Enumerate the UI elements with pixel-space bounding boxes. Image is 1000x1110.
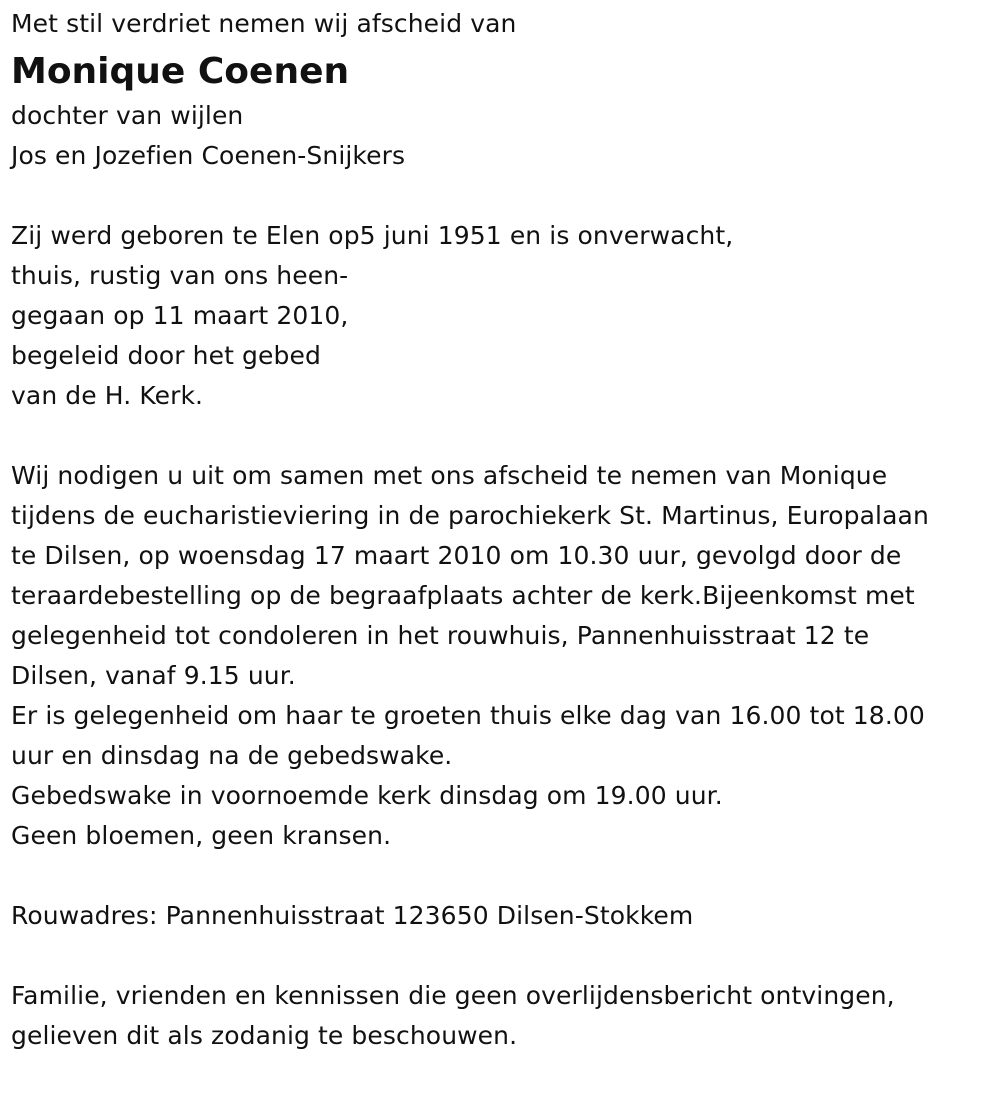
obituary-notice xyxy=(11,4,996,1056)
address-line: Rouwadres: Pannenhuisstraat 123650 Dilsen-Stokkem xyxy=(11,901,694,930)
funeral-line: Geen bloemen, geen kransen. xyxy=(11,821,392,850)
birth-death-line: gegaan op 11 maart 2010, xyxy=(11,301,349,330)
spacer xyxy=(11,936,996,976)
parents-line: Jos en Jozefien Coenen-Snijkers xyxy=(11,141,406,170)
birth-death-line: begeleid door het gebed xyxy=(11,341,321,370)
funeral-line: gelegenheid tot condoleren in het rouwhuis, Pannenhuisstraat 12 te xyxy=(11,621,870,650)
parents-line: dochter van wijlen xyxy=(11,101,244,130)
birth-death-line: van de H. Kerk. xyxy=(11,381,204,410)
closing-line: gelieven dit als zodanig te beschouwen. xyxy=(11,1021,518,1050)
birth-death-line: Zij werd geboren te Elen op5 juni 1951 en is onverwacht, xyxy=(11,221,734,250)
funeral-line: Dilsen, vanaf 9.15 uur. xyxy=(11,661,296,690)
funeral-line: Er is gelegenheid om haar te groeten thuis elke dag van 16.00 tot 18.00 xyxy=(11,701,925,730)
funeral-line: Gebedswake in voornoemde kerk dinsdag om 19.00 uur. xyxy=(11,781,723,810)
spacer xyxy=(11,416,996,456)
deceased-name: Monique Coenen xyxy=(11,51,350,92)
intro-line: Met stil verdriet nemen wij afscheid van xyxy=(11,9,517,38)
spacer xyxy=(11,176,996,216)
birth-death-line: thuis, rustig van ons heen- xyxy=(11,261,349,290)
funeral-line: tijdens de eucharistieviering in de parochiekerk St. Martinus, Europalaan xyxy=(11,501,929,530)
funeral-line: teraardebestelling op de begraafplaats achter de kerk.Bijeenkomst met xyxy=(11,581,915,610)
funeral-line: te Dilsen, op woensdag 17 maart 2010 om 10.30 uur, gevolgd door de xyxy=(11,541,902,570)
closing-line: Familie, vrienden en kennissen die geen overlijdensbericht ontvingen, xyxy=(11,981,895,1010)
spacer xyxy=(11,856,996,896)
funeral-line: uur en dinsdag na de gebedswake. xyxy=(11,741,453,770)
funeral-line: Wij nodigen u uit om samen met ons afscheid te nemen van Monique xyxy=(11,461,888,490)
